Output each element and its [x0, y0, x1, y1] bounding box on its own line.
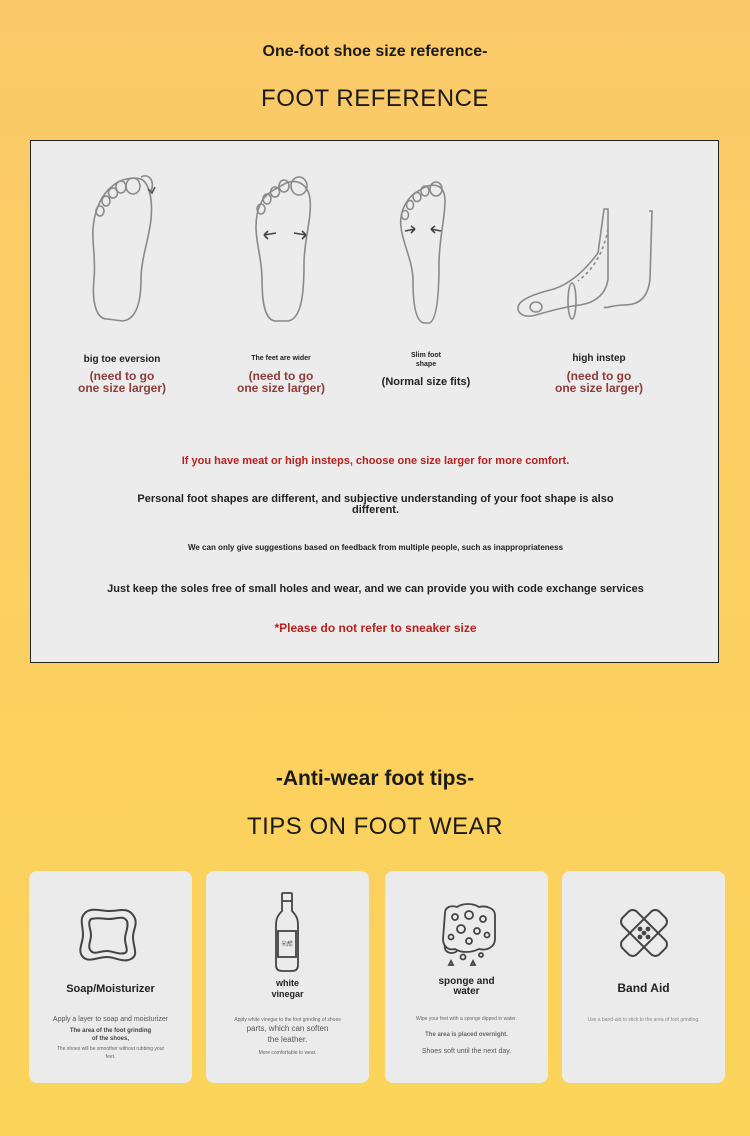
- foot-reference-panel: [30, 140, 719, 663]
- foot-caption: Slim foot: [411, 352, 441, 359]
- size-advice: (need to go: [248, 369, 314, 383]
- size-advice: (Normal size fits): [381, 376, 471, 388]
- tip-title: sponge and: [438, 976, 495, 987]
- tips-subtitle: -Anti-wear foot tips-: [275, 767, 475, 790]
- size-title: FOOT REFERENCE: [261, 85, 489, 112]
- size-advice: (need to go: [566, 369, 632, 383]
- size-advice: (need to go: [89, 369, 155, 383]
- tip-card-vinegar: [206, 871, 369, 1083]
- tip-text: More comfortable to wear.: [258, 1050, 317, 1056]
- tip-text: The area is placed overnight.: [425, 1032, 508, 1038]
- foot-type-high-instep: [514, 141, 684, 401]
- foot-caption: The feet are wider: [251, 355, 311, 362]
- big-toe-eversion-foot-icon: [37, 169, 207, 329]
- tip-card-soap: [29, 871, 192, 1083]
- comfort-note: If you have meat or high insteps, choose one size larger for more comfort.: [181, 455, 570, 467]
- tip-title: vinegar: [271, 989, 304, 999]
- tip-text: Wipe your feet with a sponge dipped in water.: [416, 1016, 517, 1022]
- soap-icon: [29, 895, 192, 975]
- tip-text: Apply a layer to soap and moisturizer: [52, 1016, 169, 1023]
- tip-title: water: [453, 986, 480, 997]
- tip-text: Shoes soft until the next day.: [421, 1048, 512, 1055]
- suggestion-note: We can only give suggestions based on feedback from multiple people, such as inappropriateness: [187, 543, 564, 552]
- tip-text: The area of the foot grinding: [69, 1028, 152, 1034]
- foot-type-slim: [341, 141, 511, 401]
- slim-foot-icon: [341, 169, 511, 329]
- size-advice: one size larger): [554, 381, 644, 395]
- tip-card-sponge: [385, 871, 548, 1083]
- foot-caption: big toe eversion: [83, 354, 161, 365]
- tip-text: of the shoes,: [91, 1036, 129, 1042]
- tip-text: parts, which can soften: [246, 1024, 329, 1033]
- foot-caption: shape: [415, 361, 437, 368]
- foot-shape-note: Personal foot shapes are different, and subjective understanding of your foot shape is also: [137, 493, 614, 505]
- size-subtitle: One-foot shoe size reference-: [262, 43, 488, 60]
- foot-type-big-toe: [37, 141, 207, 401]
- tip-text: Use a band-aid to stick to the area of foot grinding.: [587, 1017, 700, 1023]
- tip-text: Apply white vinegar to the foot grinding of shoes: [234, 1017, 341, 1023]
- size-advice: one size larger): [77, 381, 167, 395]
- high-instep-foot-icon: [514, 169, 684, 329]
- tip-text: The shoes will be smoother without rubbing your: [56, 1046, 165, 1052]
- foot-shape-note: different.: [351, 504, 400, 516]
- sneaker-size-warning: *Please do not refer to sneaker size: [274, 621, 477, 635]
- sponge-icon: [385, 899, 548, 983]
- tip-title: white: [275, 978, 299, 988]
- vinegar-bottle-icon: [206, 891, 369, 975]
- tips-title: TIPS ON FOOT WEAR: [246, 813, 504, 840]
- tip-title: Soap/Moisturizer: [66, 983, 155, 995]
- tip-card-band-aid: [562, 871, 725, 1083]
- tip-text: feet.: [105, 1054, 116, 1060]
- tip-text: the leather.: [267, 1035, 308, 1044]
- tip-title: Band Aid: [617, 981, 670, 995]
- exchange-note: Just keep the soles free of small holes and wear, and we can provide you with code exchange services: [107, 583, 644, 595]
- foot-caption: high instep: [572, 353, 626, 364]
- bandage-icon: [562, 895, 725, 975]
- size-advice: one size larger): [236, 381, 326, 395]
- svg-text:米醋: 米醋: [280, 941, 294, 948]
